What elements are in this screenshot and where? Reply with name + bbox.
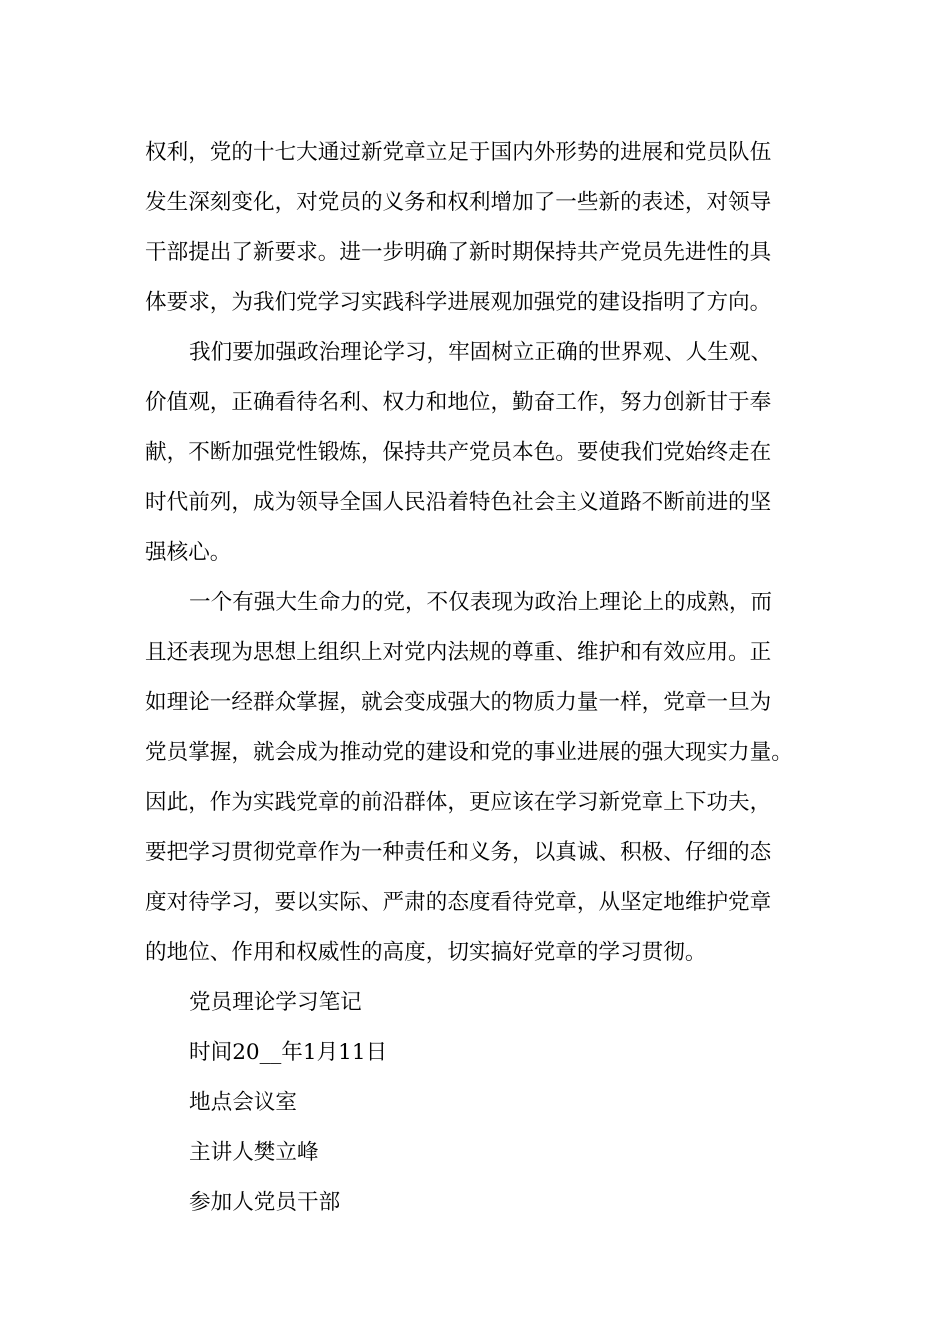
text-line: 发生深刻变化，对党员的义务和权利增加了一些新的表述，对领导 — [145, 190, 772, 215]
text-line: 我们要加强政治理论学习，牢固树立正确的世界观、人生观、 — [189, 340, 773, 365]
paragraph-1 — [145, 128, 821, 328]
text-line: 权利，党的十七大通过新党章立足于国内外形势的进展和党员队伍 — [145, 140, 772, 165]
meeting-speaker: 主讲人樊立峰 — [189, 1140, 319, 1165]
text-line: 因此，作为实践党章的前沿群体，更应该在学习新党章上下功夫， — [145, 790, 772, 815]
text-line: 且还表现为思想上组织上对党内法规的尊重、维护和有效应用。正 — [145, 640, 772, 665]
text-line: 强核心。 — [145, 540, 232, 565]
paragraph-3 — [145, 578, 821, 978]
text-line: 一个有强大生命力的党，不仅表现为政治上理论上的成熟，而 — [189, 590, 773, 615]
meeting-attendees: 参加人党员干部 — [189, 1190, 341, 1215]
text-line: 献，不断加强党性锻炼，保持共产党员本色。要使我们党始终走在 — [145, 440, 772, 465]
text-line: 干部提出了新要求。进一步明确了新时期保持共产党员先进性的具 — [145, 240, 772, 265]
text-line: 的地位、作用和权威性的高度，切实搞好党章的学习贯彻。 — [145, 940, 707, 965]
text-line: 价值观，正确看待名利、权力和地位，勤奋工作，努力创新甘于奉 — [145, 390, 772, 415]
text-line: 如理论一经群众掌握，就会变成强大的物质力量一样，党章一旦为 — [145, 690, 772, 715]
meeting-time: 时间20__年1月11日 — [189, 1040, 388, 1065]
text-line: 时代前列，成为领导全国人民沿着特色社会主义道路不断前进的坚 — [145, 490, 772, 515]
notes-title: 党员理论学习笔记 — [189, 990, 362, 1015]
text-line: 度对待学习，要以实际、严肃的态度看待党章，从坚定地维护党章 — [145, 890, 772, 915]
paragraph-2 — [145, 328, 821, 578]
notes-section — [145, 978, 821, 1228]
text-line: 党员掌握，就会成为推动党的建设和党的事业进展的强大现实力量。 — [145, 740, 793, 765]
text-line: 要把学习贯彻党章作为一种责任和义务，以真诚、积极、仔细的态 — [145, 840, 772, 865]
text-line: 体要求，为我们党学习实践科学进展观加强党的建设指明了方向。 — [145, 290, 772, 315]
document-body — [145, 128, 821, 1228]
meeting-location: 地点会议室 — [189, 1090, 297, 1115]
